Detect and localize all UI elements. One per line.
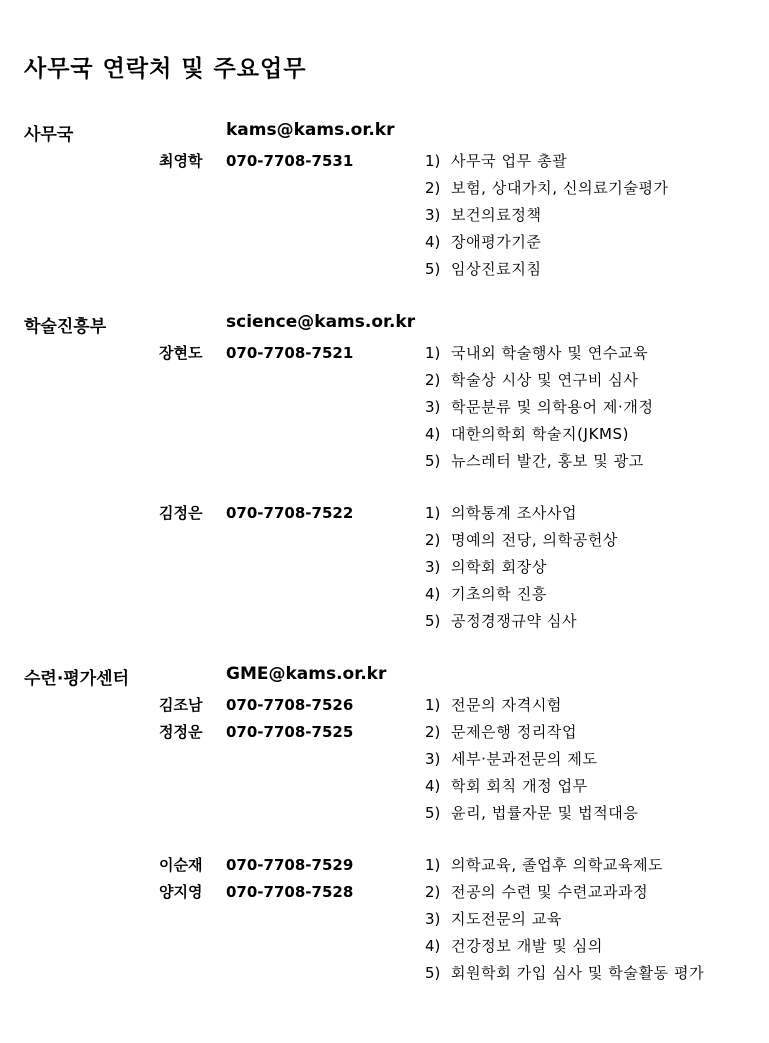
duty-list (0, 150, 769, 285)
duty-text: 회원학회 가입 심사 및 학술활동 평가 (451, 964, 705, 982)
duty-item (0, 231, 769, 258)
duty-text: 의학회 회장상 (451, 558, 547, 576)
duty-number: 1) (425, 504, 441, 522)
duty-number: 2) (425, 179, 441, 197)
staff-name: 이순재 (159, 856, 203, 874)
duty-text: 명예의 전당, 의학공헌상 (451, 531, 619, 549)
section-header (0, 664, 769, 694)
section-email: GME@kams.or.kr (226, 664, 387, 684)
duty-item (0, 935, 769, 962)
duty-item (0, 908, 769, 935)
duty-item (0, 854, 769, 881)
duty-number: 5) (425, 452, 441, 470)
team-group (0, 150, 769, 285)
duty-list (0, 694, 769, 829)
duty-list (0, 342, 769, 477)
section-2 (0, 312, 769, 662)
duty-item (0, 721, 769, 748)
duty-text: 기초의학 진흥 (451, 585, 547, 603)
staff-name: 양지영 (159, 883, 203, 901)
staff-name: 최영학 (159, 152, 203, 170)
duty-number: 5) (425, 964, 441, 982)
team-group (0, 342, 769, 477)
team-group (0, 694, 769, 829)
duty-number: 5) (425, 804, 441, 822)
duty-number: 4) (425, 233, 441, 251)
staff-phone: 070-7708-7525 (226, 723, 354, 741)
section-1 (0, 120, 769, 310)
staff-name: 김조남 (159, 696, 203, 714)
team-group (0, 854, 769, 989)
duty-number: 1) (425, 696, 441, 714)
duty-item (0, 177, 769, 204)
duty-number: 1) (425, 856, 441, 874)
duty-text: 문제은행 정리작업 (451, 723, 578, 741)
duty-item (0, 529, 769, 556)
duty-text: 국내외 학술행사 및 연수교육 (451, 344, 649, 362)
duty-number: 5) (425, 612, 441, 630)
duty-number: 3) (425, 750, 441, 768)
duty-item (0, 556, 769, 583)
duty-text: 뉴스레터 발간, 홍보 및 광고 (451, 452, 644, 470)
staff-phone: 070-7708-7529 (226, 856, 354, 874)
duty-number: 2) (425, 371, 441, 389)
duty-item (0, 342, 769, 369)
staff-phone: 070-7708-7528 (226, 883, 354, 901)
duty-item (0, 775, 769, 802)
duty-text: 전문의 자격시험 (451, 696, 562, 714)
duty-text: 공정경쟁규약 심사 (451, 612, 578, 630)
staff-phone: 070-7708-7531 (226, 152, 354, 170)
duty-number: 2) (425, 883, 441, 901)
duty-text: 의학교육, 졸업후 의학교육제도 (451, 856, 664, 874)
duty-item (0, 962, 769, 989)
duty-item (0, 423, 769, 450)
section-3 (0, 664, 769, 1014)
duty-item (0, 450, 769, 477)
section-name: 사무국 (24, 125, 74, 145)
staff-name: 장현도 (159, 344, 203, 362)
section-name: 수련·평가센터 (24, 669, 129, 689)
section-header (0, 120, 769, 150)
duty-text: 건강정보 개발 및 심의 (451, 937, 603, 955)
duty-number: 3) (425, 558, 441, 576)
duty-text: 전공의 수련 및 수련교과과정 (451, 883, 649, 901)
page-title: 사무국 연락처 및 주요업무 (24, 56, 307, 82)
staff-phone: 070-7708-7521 (226, 344, 354, 362)
duty-text: 학회 회칙 개정 업무 (451, 777, 588, 795)
duty-number: 3) (425, 206, 441, 224)
duty-number: 3) (425, 910, 441, 928)
duty-item (0, 583, 769, 610)
duty-text: 윤리, 법률자문 및 법적대응 (451, 804, 639, 822)
duty-item (0, 881, 769, 908)
duty-number: 4) (425, 937, 441, 955)
duty-text: 지도전문의 교육 (451, 910, 562, 928)
duty-item (0, 396, 769, 423)
staff-phone: 070-7708-7522 (226, 504, 354, 522)
duty-item (0, 150, 769, 177)
team-group (0, 502, 769, 637)
staff-phone: 070-7708-7526 (226, 696, 354, 714)
duty-list (0, 854, 769, 989)
duty-text: 대한의학회 학술지(JKMS) (451, 425, 630, 443)
duty-item (0, 258, 769, 285)
duty-text: 장애평가기준 (451, 233, 542, 251)
duty-number: 1) (425, 152, 441, 170)
duty-text: 세부·분과전문의 제도 (451, 750, 598, 768)
duty-item (0, 502, 769, 529)
duty-item (0, 204, 769, 231)
staff-name: 정정운 (159, 723, 203, 741)
duty-item (0, 802, 769, 829)
duty-number: 2) (425, 531, 441, 549)
duty-number: 4) (425, 777, 441, 795)
section-header (0, 312, 769, 342)
staff-name: 김정은 (159, 504, 203, 522)
duty-list (0, 502, 769, 637)
section-email: kams@kams.or.kr (226, 120, 395, 140)
duty-item (0, 748, 769, 775)
duty-number: 4) (425, 585, 441, 603)
duty-item (0, 694, 769, 721)
duty-text: 보건의료정책 (451, 206, 542, 224)
duty-text: 학문분류 및 의학용어 제·개정 (451, 398, 654, 416)
section-name: 학술진흥부 (24, 317, 107, 337)
section-email: science@kams.or.kr (226, 312, 416, 332)
duty-number: 5) (425, 260, 441, 278)
duty-text: 임상진료지침 (451, 260, 542, 278)
duty-number: 4) (425, 425, 441, 443)
duty-number: 3) (425, 398, 441, 416)
duty-text: 보험, 상대가치, 신의료기술평가 (451, 179, 669, 197)
duty-number: 2) (425, 723, 441, 741)
duty-text: 사무국 업무 총괄 (451, 152, 568, 170)
duty-text: 의학통계 조사사업 (451, 504, 578, 522)
duty-number: 1) (425, 344, 441, 362)
duty-item (0, 369, 769, 396)
duty-item (0, 610, 769, 637)
duty-text: 학술상 시상 및 연구비 심사 (451, 371, 639, 389)
